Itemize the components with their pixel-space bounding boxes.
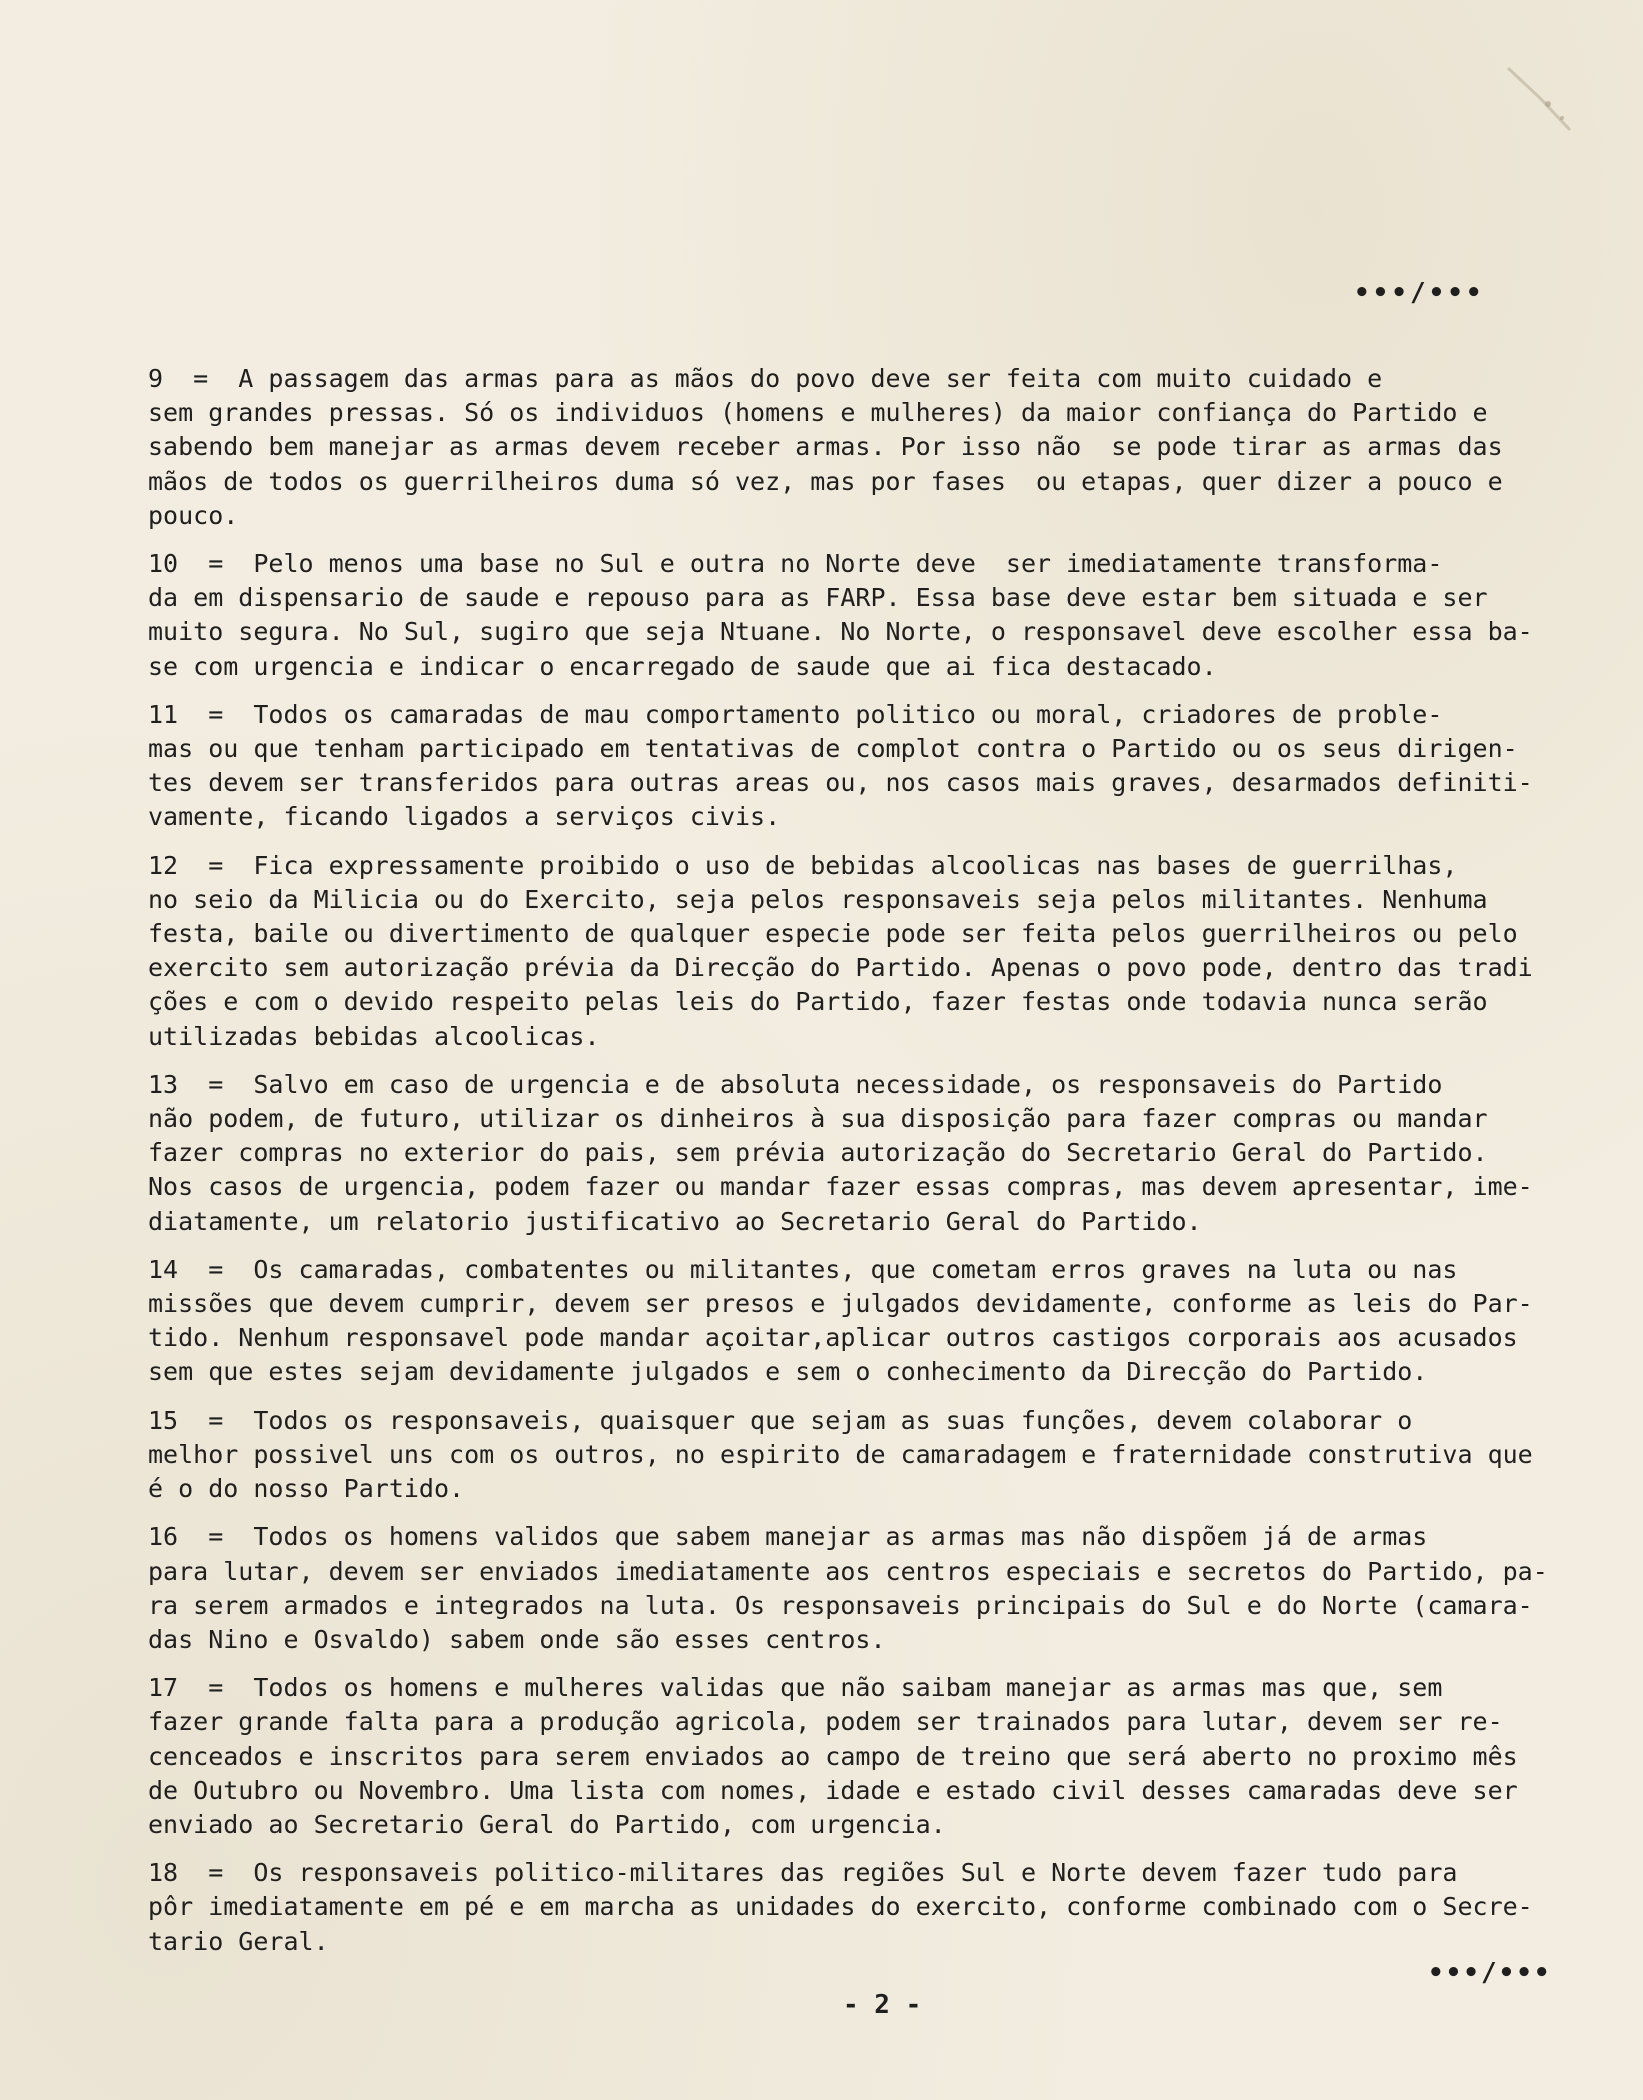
paragraph-line: tido. Nenhum responsavel pode mandar açoitar,aplicar outros castigos corporais aos acusados <box>148 1323 1518 1353</box>
paragraph-line: das Nino e Osvaldo) sabem onde são esses centros. <box>148 1624 886 1654</box>
paragraph <box>148 849 1608 1054</box>
paragraph <box>148 1253 1608 1390</box>
paragraph-line: para lutar, devem ser enviados imediatamente aos centros especiais e secretos do Partido, pa- <box>148 1556 1548 1586</box>
paragraph-line: sem grandes pressas. Só os individuos (homens e mulheres) da maior confiança do Partido e <box>148 398 1488 428</box>
paragraph-line: pôr imediatamente em pé e em marcha as unidades do exercito, conforme combinado com o Secre- <box>148 1892 1533 1922</box>
paragraph-line: 14 = Os camaradas, combatentes ou militantes, que cometam erros graves na luta ou nas <box>148 1254 1458 1284</box>
paragraph-line: cenceados e inscritos para serem enviados ao campo de treino que será aberto no proximo mês <box>148 1741 1518 1771</box>
paragraph <box>148 362 1608 533</box>
paragraph-line: tario Geral. <box>148 1926 329 1956</box>
paragraph-line: sem que estes sejam devidamente julgados e sem o conhecimento da Direcção do Partido. <box>148 1357 1428 1387</box>
paragraph-line: da em dispensario de saude e repouso para as FARP. Essa base deve estar bem situada e ser <box>148 583 1488 613</box>
paragraph-line: é o do nosso Partido. <box>148 1474 465 1504</box>
paragraph <box>148 1068 1608 1239</box>
continuation-marker-top: •••/••• <box>1354 278 1485 308</box>
paragraph-line: enviado ao Secretario Geral do Partido, com urgencia. <box>148 1809 946 1839</box>
paragraph-line: 13 = Salvo em caso de urgencia e de absoluta necessidade, os responsaveis do Partido <box>148 1069 1443 1099</box>
paragraph-line: fazer compras no exterior do pais, sem prévia autorização do Secretario Geral do Partido. <box>148 1138 1488 1168</box>
paragraph-line: 11 = Todos os camaradas de mau comportamento politico ou moral, criadores de proble- <box>148 699 1443 729</box>
paragraph-line: utilizadas bebidas alcoolicas. <box>148 1021 600 1051</box>
paragraph-line: ções e com o devido respeito pelas leis do Partido, fazer festas onde todavia nunca serão <box>148 987 1488 1017</box>
paragraph <box>148 1856 1608 1959</box>
paper-mark <box>1500 60 1580 140</box>
paragraph-line: pouco. <box>148 500 239 530</box>
paragraph-line: 17 = Todos os homens e mulheres validas que não saibam manejar as armas mas que, sem <box>148 1673 1443 1703</box>
paragraph-line: fazer grande falta para a produção agricola, podem ser trainados para lutar, devem ser re- <box>148 1707 1503 1737</box>
document-body <box>148 362 1608 1973</box>
continuation-marker-bottom: •••/••• <box>1428 1958 1552 1988</box>
paragraph-line: 12 = Fica expressamente proibido o uso de bebidas alcoolicas nas bases de guerrilhas, <box>148 850 1458 880</box>
paragraph-line: exercito sem autorização prévia da Direcção do Partido. Apenas o povo pode, dentro das tradi <box>148 953 1533 983</box>
paragraph-line: sabendo bem manejar as armas devem receber armas. Por isso não se pode tirar as armas das <box>148 432 1503 462</box>
paragraph <box>148 547 1608 684</box>
paragraph-line: tes devem ser transferidos para outras areas ou, nos casos mais graves, desarmados definiti- <box>148 768 1533 798</box>
paragraph-line: ra serem armados e integrados na luta. Os responsaveis principais do Sul e do Norte (camara- <box>148 1590 1533 1620</box>
paragraph-line: mãos de todos os guerrilheiros duma só vez, mas por fases ou etapas, quer dizer a pouco e <box>148 466 1503 496</box>
paragraph-line: missões que devem cumprir, devem ser presos e julgados devidamente, conforme as leis do Par- <box>148 1289 1533 1319</box>
paragraph-line: festa, baile ou divertimento de qualquer especie pode ser feita pelos guerrilheiros ou pelo <box>148 919 1518 949</box>
paragraph <box>148 1404 1608 1507</box>
paragraph-line: não podem, de futuro, utilizar os dinheiros à sua disposição para fazer compras ou mandar <box>148 1104 1488 1134</box>
paragraph-line: 18 = Os responsaveis politico-militares das regiões Sul e Norte devem fazer tudo para <box>148 1858 1458 1888</box>
paragraph-line: se com urgencia e indicar o encarregado de saude que ai fica destacado. <box>148 651 1217 681</box>
paragraph-line: 15 = Todos os responsaveis, quaisquer que sejam as suas funções, devem colaborar o <box>148 1405 1413 1435</box>
paragraph-line: vamente, ficando ligados a serviços civis. <box>148 802 781 832</box>
paragraph-line: diatamente, um relatorio justificativo ao Secretario Geral do Partido. <box>148 1206 1202 1236</box>
paragraph-line: 9 = A passagem das armas para as mãos do povo deve ser feita com muito cuidado e <box>148 364 1383 393</box>
paragraph <box>148 698 1608 835</box>
paragraph-line: mas ou que tenham participado em tentativas de complot contra o Partido ou os seus dirigen- <box>148 734 1518 764</box>
paragraph-line: muito segura. No Sul, sugiro que seja Ntuane. No Norte, o responsavel deve escolher essa ba- <box>148 617 1533 647</box>
paragraph <box>148 1520 1608 1657</box>
paragraph-line: de Outubro ou Novembro. Uma lista com nomes, idade e estado civil desses camaradas deve ser <box>148 1775 1518 1805</box>
paragraph-line: no seio da Milicia ou do Exercito, seja pelos responsaveis seja pelos militantes. Nenhuma <box>148 884 1488 914</box>
paragraph-line: 16 = Todos os homens validos que sabem manejar as armas mas não dispõem já de armas <box>148 1522 1428 1552</box>
paragraph-line: 10 = Pelo menos uma base no Sul e outra no Norte deve ser imediatamente transforma- <box>148 549 1443 579</box>
paragraph-line: melhor possivel uns com os outros, no espirito de camaradagem e fraternidade construtiva que <box>148 1439 1533 1469</box>
paragraph <box>148 1671 1608 1842</box>
page-number: - 2 - <box>843 1990 922 2020</box>
paragraph-line: Nos casos de urgencia, podem fazer ou mandar fazer essas compras, mas devem apresentar, ime- <box>148 1172 1533 1202</box>
